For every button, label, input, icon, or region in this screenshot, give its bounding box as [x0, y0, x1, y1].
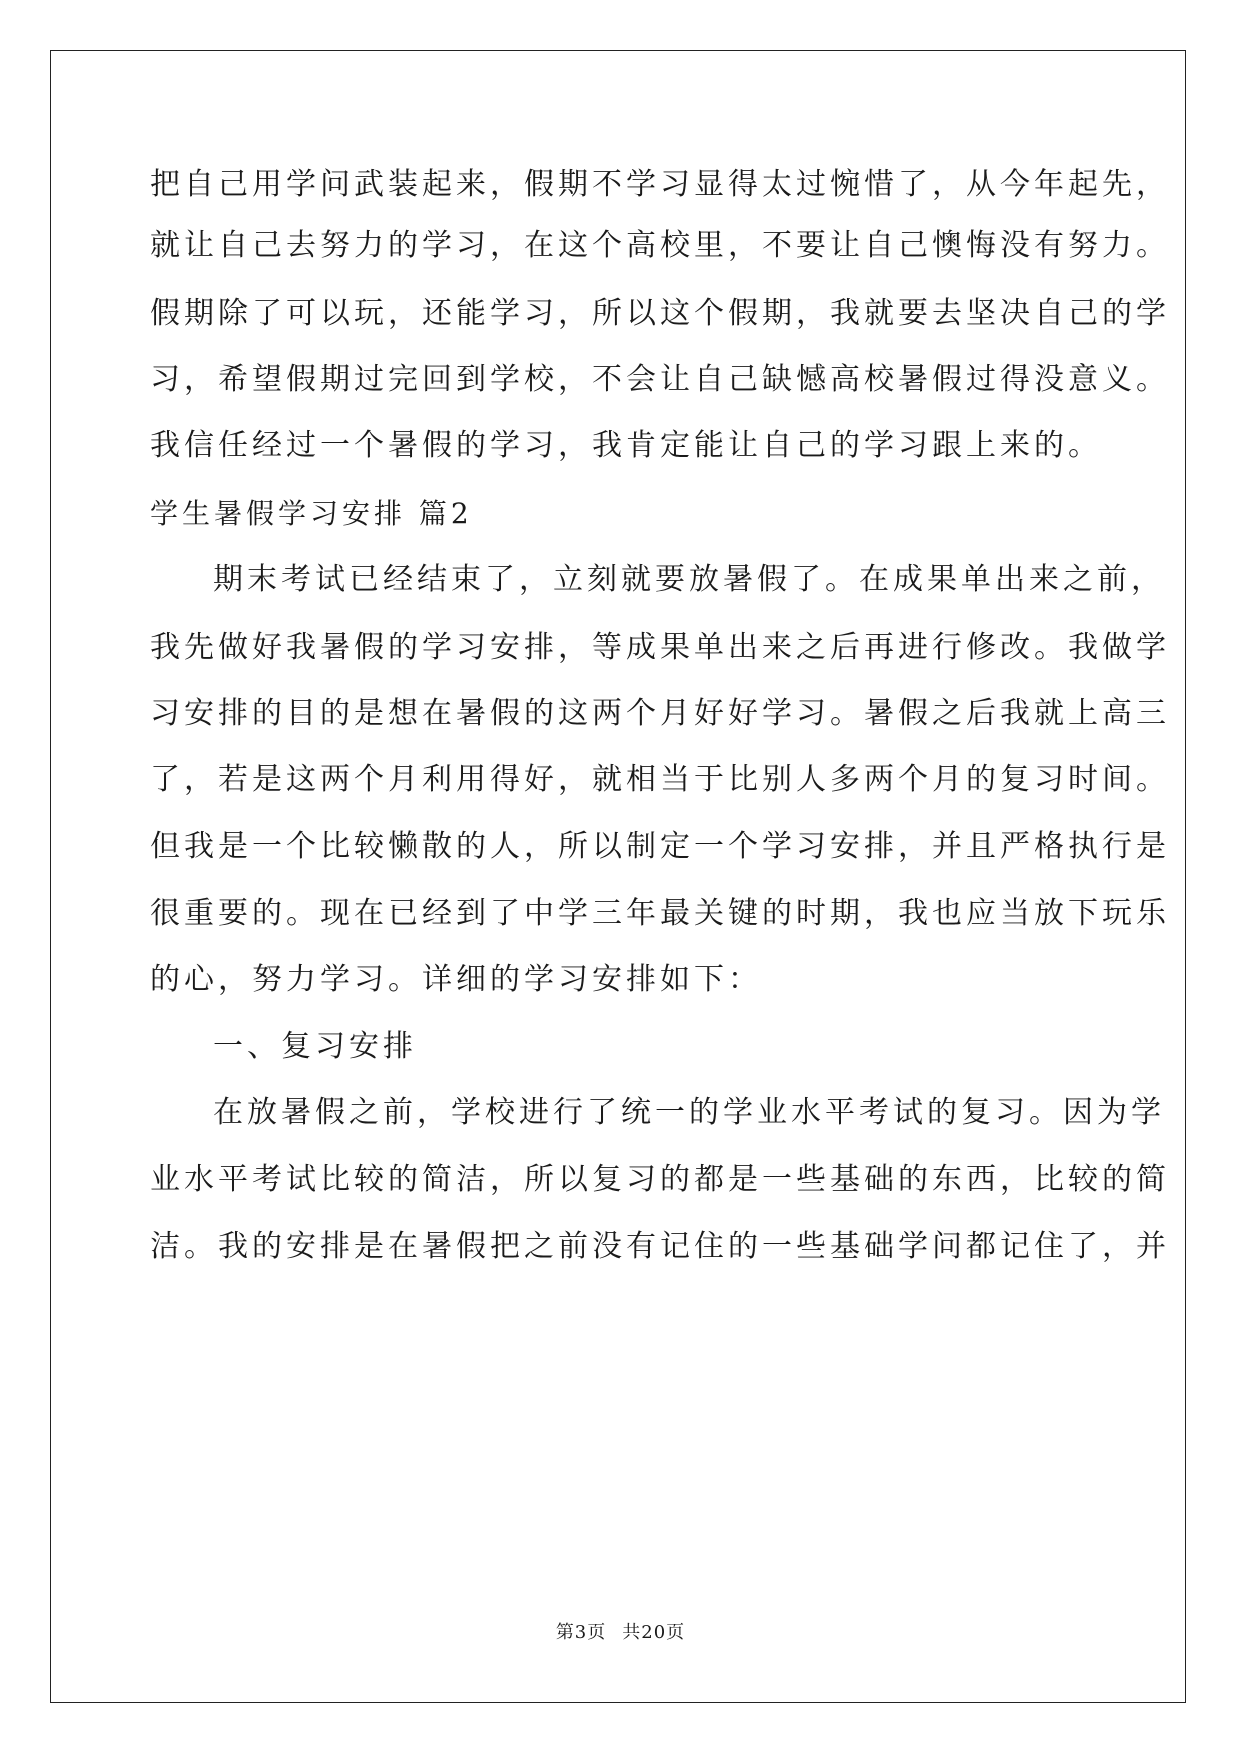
page-number: 第3页 — [555, 1622, 607, 1643]
body-line-14: 业水平考试比较的简洁，所以复习的都是一些基础的东西，比较的简 — [150, 1162, 1170, 1197]
body-line-11: 很重要的。现在已经到了中学三年最关键的时期，我也应当放下玩乐 — [150, 896, 1170, 931]
body-line-10: 但我是一个比较懒散的人，所以制定一个学习安排，并且严格执行是 — [150, 829, 1170, 864]
body-line-2: 就让自己去努力的学习，在这个高校里，不要让自己懊悔没有努力。 — [150, 228, 1170, 263]
body-line-1: 把自己用学问武装起来，假期不学习显得太过惋惜了，从今年起先， — [150, 167, 1170, 202]
body-line-15: 洁。我的安排是在暑假把之前没有记住的一些基础学问都记住了，并 — [150, 1229, 1170, 1264]
body-line-8: 习安排的目的是想在暑假的这两个月好好学习。暑假之后我就上高三 — [150, 696, 1170, 731]
body-line-7: 我先做好我暑假的学习安排，等成果单出来之后再进行修改。我做学 — [150, 630, 1170, 665]
body-line-6: 期末考试已经结束了，立刻就要放暑假了。在成果单出来之前， — [213, 562, 1165, 597]
body-line-9: 了，若是这两个月利用得好，就相当于比别人多两个月的复习时间。 — [150, 762, 1170, 797]
body-line-12: 的心，努力学习。详细的学习安排如下： — [150, 962, 762, 997]
body-line-13: 在放暑假之前，学校进行了统一的学业水平考试的复习。因为学 — [213, 1095, 1165, 1130]
page-total: 共20页 — [622, 1622, 686, 1643]
body-line-5: 我信任经过一个暑假的学习，我肯定能让自己的学习跟上来的。 — [150, 428, 1102, 463]
body-line-4: 习，希望假期过完回到学校，不会让自己缺憾高校暑假过得没意义。 — [150, 362, 1170, 397]
page-footer — [0, 1618, 1241, 1644]
section-heading: 学生暑假学习安排 篇2 — [150, 497, 473, 530]
body-line-3: 假期除了可以玩，还能学习，所以这个假期，我就要去坚决自己的学 — [150, 296, 1170, 331]
subheading: 一、复习安排 — [213, 1029, 417, 1064]
